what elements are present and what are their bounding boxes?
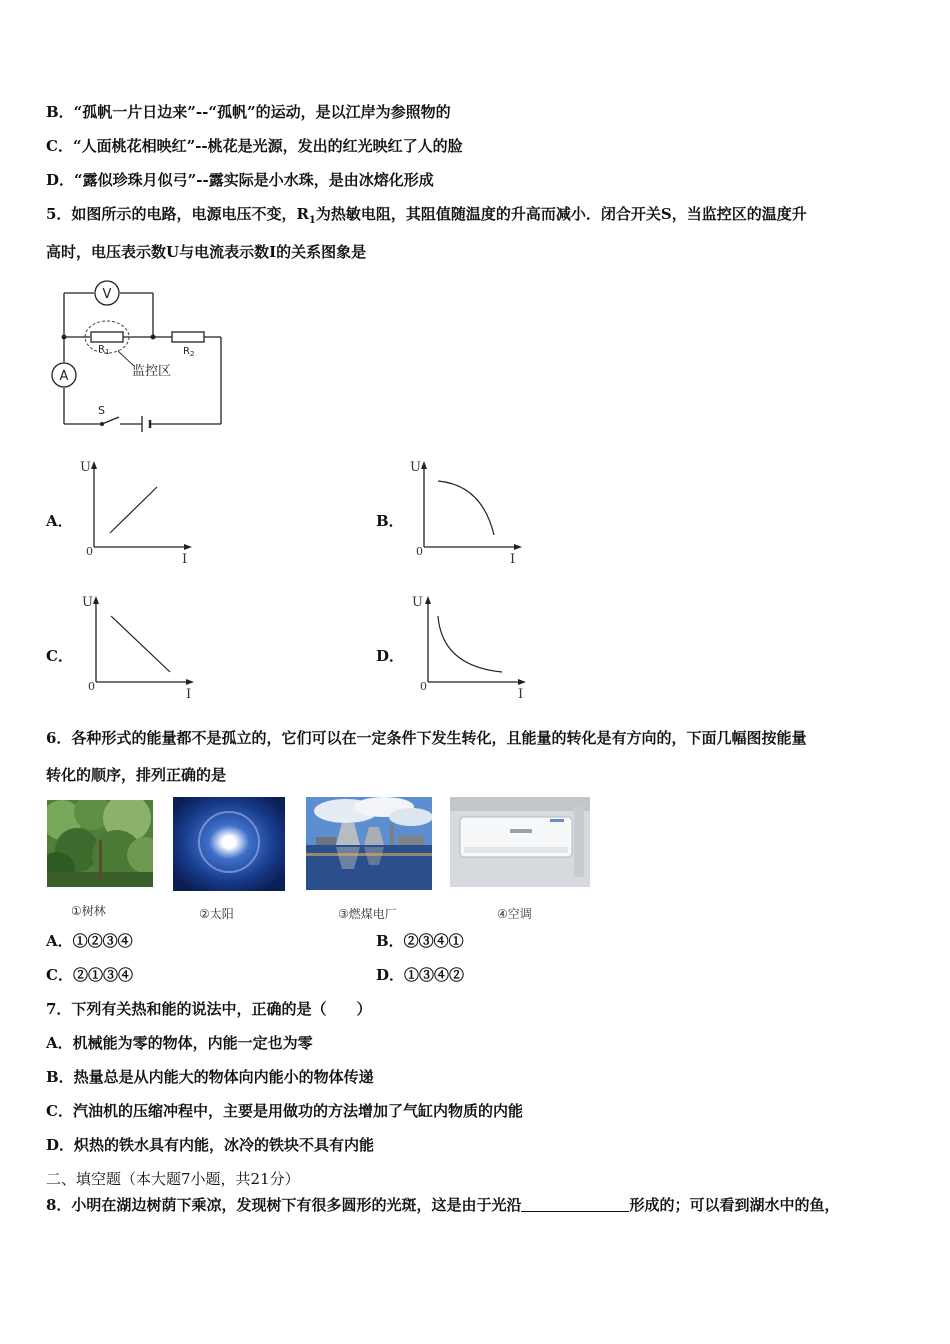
caption-forest: ①树林 (71, 904, 106, 918)
q5-stem-line-2: 高时，电压表示数U与电流表示数I的关系图象是 (46, 243, 367, 261)
monitor-zone-label: 监控区 (132, 364, 172, 379)
q6-option-d: D．①③④② (376, 966, 465, 984)
svg-text:U: U (80, 460, 91, 475)
q5-option-d-label: D． (376, 647, 405, 665)
svg-text:0: 0 (416, 545, 423, 558)
graph-a-curve (110, 487, 157, 533)
q6-option-c: C．②①③④ (46, 966, 133, 984)
svg-text:U: U (412, 595, 423, 610)
circuit-diagram (40, 278, 240, 438)
svg-text:0: 0 (86, 545, 93, 558)
forest-image (47, 800, 153, 887)
q5-option-c-label: C． (46, 647, 73, 665)
graph-c (76, 590, 201, 705)
q7-option-a: A．机械能为零的物体，内能一定也为零 (46, 1034, 313, 1052)
q4-option-b: B．“孤帆一片日边来”--“孤帆”的运动，是以江岸为参照物的 (46, 103, 451, 121)
ammeter (52, 363, 76, 387)
junction-right (151, 335, 156, 340)
resistor-r2 (172, 332, 204, 358)
section-2-title: 二、填空题（本大题7小题，共21分） (46, 1170, 300, 1188)
q8-stem: 8．小明在湖边树荫下乘凉，发现树下有很多圆形的光斑，这是由于光沿 形成的；可以看到湖水中的鱼， (46, 1196, 840, 1214)
junction-left (62, 335, 67, 340)
svg-text:R1: $R_1$ (98, 344, 110, 356)
q5-option-b-label: B． (376, 512, 404, 530)
q6-option-b: B．②③④① (376, 932, 464, 950)
voltmeter-label: V (102, 287, 112, 302)
graph-b (404, 455, 529, 570)
q8-answer-blank[interactable] (521, 1197, 629, 1212)
sun-image (173, 797, 285, 891)
q6-stem-line-1: 6．各种形式的能量都不是孤立的，它们可以在一定条件下发生转化，且能量的转化是有方向的，下面几幅图按能量 (46, 729, 807, 747)
graph-d-curve (438, 616, 502, 672)
q6-option-a: A．①②③④ (46, 932, 133, 950)
svg-text:S: S (98, 404, 105, 417)
svg-text:I: I (510, 552, 516, 567)
q4-option-d: D．“露似珍珠月似弓”--露实际是小水珠，是由冰熔化形成 (46, 171, 434, 189)
graph-d (404, 590, 534, 705)
q5-option-a-label: A． (46, 512, 73, 530)
q5-stem-line-1: 5．如图所示的电路，电源电压不变，$R_1$为热敏电阻，其阻值随温度的升高而减小．闭合开关S，当监控区的温度升 (46, 205, 807, 226)
q7-option-d: D．炽热的铁水具有内能，冰冷的铁块不具有内能 (46, 1136, 375, 1154)
svg-text:U: U (410, 460, 421, 475)
graph-c-curve (111, 616, 170, 672)
caption-power-plant: ③燃煤电厂 (338, 907, 397, 921)
graph-a (74, 455, 199, 570)
voltmeter (95, 281, 119, 305)
air-conditioner-image (450, 797, 590, 887)
q7-option-c: C．汽油机的压缩冲程中，主要是用做功的方法增加了气缸内物质的内能 (46, 1102, 523, 1120)
caption-air-conditioner: ④空调 (497, 907, 532, 921)
svg-text:I: I (182, 552, 188, 567)
thermistor-r1 (85, 321, 134, 366)
svg-text:R2: $R_2$ (183, 346, 195, 358)
q7-stem: 7．下列有关热和能的说法中，正确的是（ ） (46, 1000, 372, 1018)
caption-sun: ②太阳 (199, 907, 234, 921)
svg-text:I: I (518, 687, 524, 702)
ammeter-label: A (59, 369, 69, 384)
q4-option-c: C．“人面桃花相映红”--桃花是光源，发出的红光映红了人的脸 (46, 137, 463, 155)
svg-text:0: 0 (420, 680, 427, 693)
svg-text:0: 0 (88, 680, 95, 693)
graph-b-curve (438, 481, 494, 535)
svg-text:I: I (186, 687, 192, 702)
q7-option-b: B．热量总是从内能大的物体向内能小的物体传递 (46, 1068, 374, 1086)
power-plant-image (306, 797, 432, 890)
battery (142, 416, 150, 432)
svg-text:U: U (82, 595, 93, 610)
q6-stem-line-2: 转化的顺序，排列正确的是 (46, 766, 227, 784)
switch-s (98, 404, 119, 426)
